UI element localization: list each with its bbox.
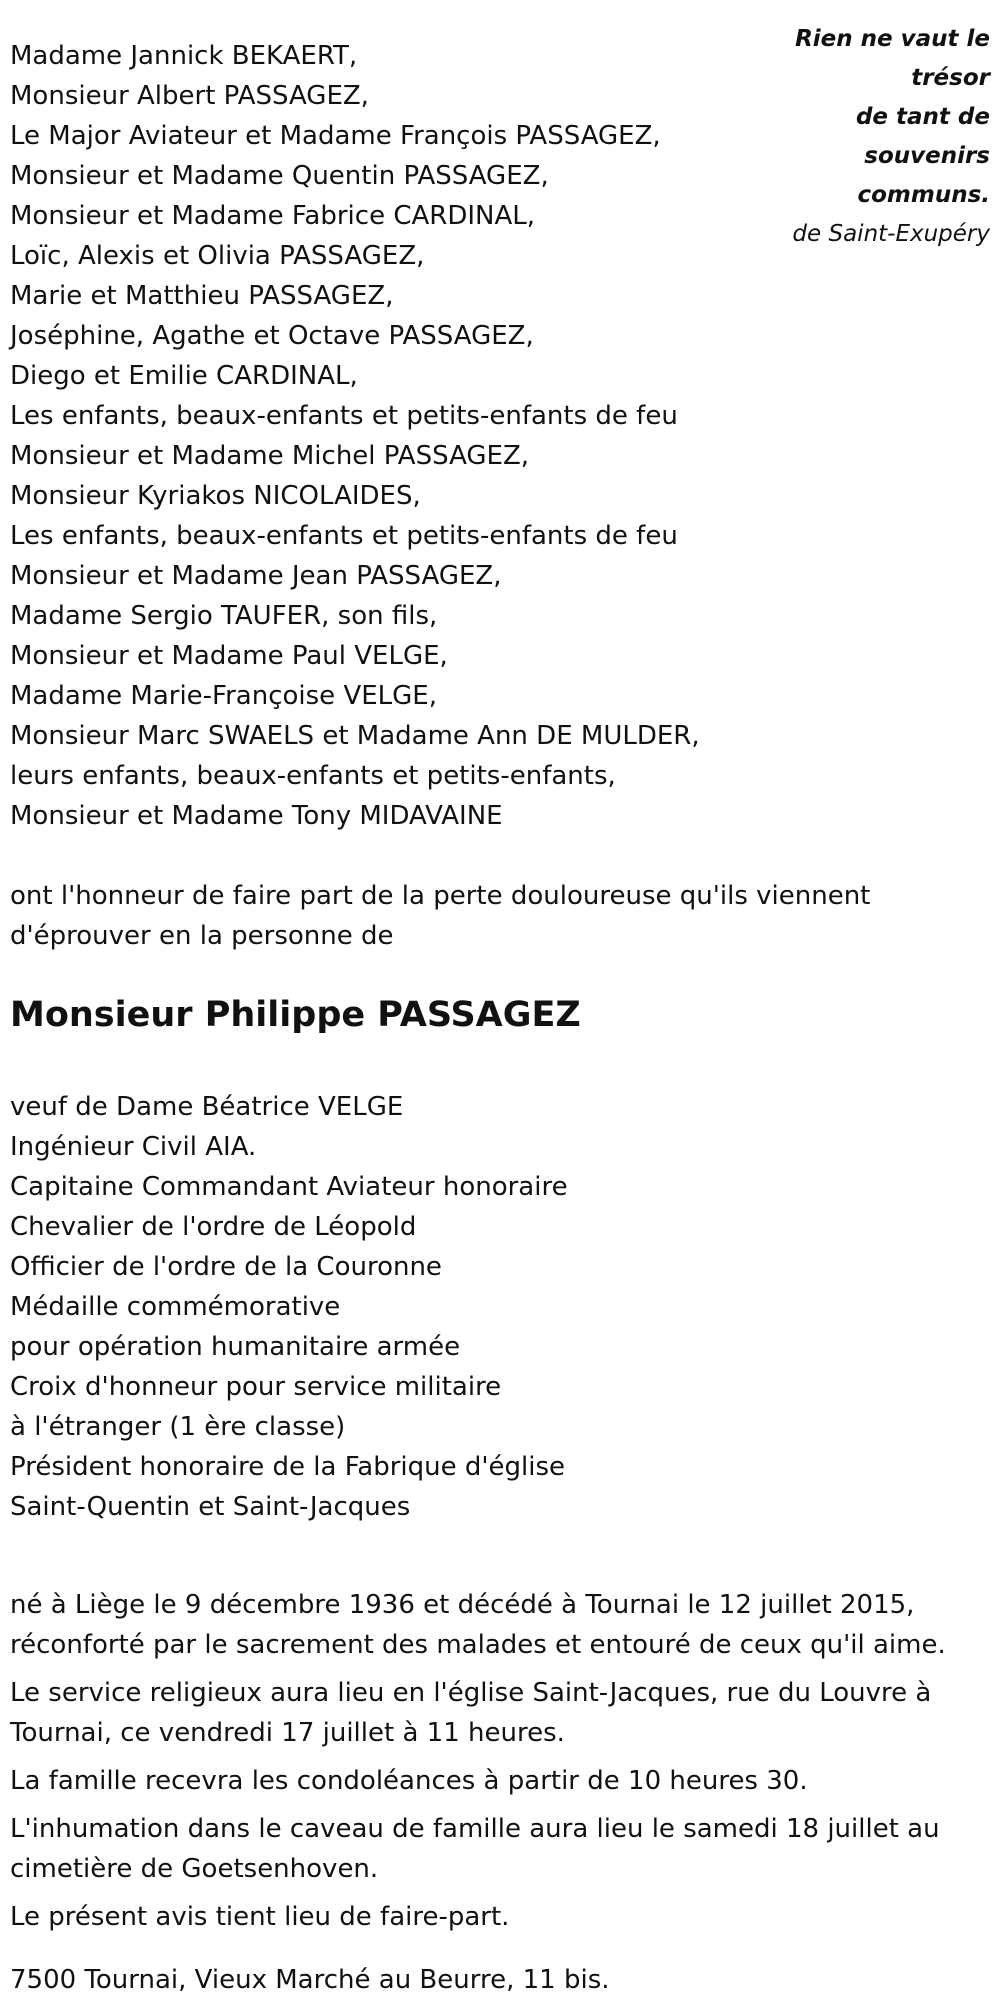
intro-line: ont l'honneur de faire part de la perte douloureuse qu'ils viennent	[10, 881, 871, 911]
quote-line: de tant de	[855, 104, 990, 130]
family-member: Monsieur Kyriakos NICOLAIDES,	[10, 481, 421, 511]
deceased-name: Monsieur Philippe PASSAGEZ	[10, 995, 581, 1035]
title-line: à l'étranger (1 ère classe)	[10, 1412, 346, 1442]
title-line: veuf de Dame Béatrice VELGE	[10, 1092, 404, 1122]
family-list	[10, 36, 700, 836]
title-line: Croix d'honneur pour service militaire	[10, 1372, 502, 1402]
titles-list	[10, 1087, 568, 1527]
title-line: Saint-Quentin et Saint-Jacques	[10, 1492, 411, 1522]
family-member: Monsieur Marc SWAELS et Madame Ann DE MULDER,	[10, 721, 700, 751]
quote-line: souvenirs	[864, 143, 990, 169]
family-member: Madame Jannick BEKAERT,	[10, 41, 358, 71]
quote-line: communs.	[857, 182, 990, 208]
title-line: Chevalier de l'ordre de Léopold	[10, 1212, 417, 1242]
service-details	[10, 1585, 990, 1945]
announcement-intro	[10, 876, 870, 956]
title-line: Officier de l'ordre de la Couronne	[10, 1252, 442, 1282]
family-member: Madame Sergio TAUFER, son fils,	[10, 601, 438, 631]
address: 7500 Tournai, Vieux Marché au Beurre, 11 bis.	[10, 1965, 610, 1995]
quote-author: de Saint-Exupéry	[792, 221, 990, 247]
family-member: Les enfants, beaux-enfants et petits-enfants de feu	[10, 401, 678, 431]
family-member: leurs enfants, beaux-enfants et petits-enfants,	[10, 761, 616, 791]
family-member: Madame Marie-Françoise VELGE,	[10, 681, 437, 711]
family-member: Monsieur et Madame Jean PASSAGEZ,	[10, 561, 502, 591]
title-line: Capitaine Commandant Aviateur honoraire	[10, 1172, 568, 1202]
title-line: pour opération humanitaire armée	[10, 1332, 461, 1362]
title-line: Ingénieur Civil AIA.	[10, 1132, 257, 1162]
title-line: Médaille commémorative	[10, 1292, 341, 1322]
details-paragraph: La famille recevra les condoléances à partir de 10 heures 30.	[10, 1766, 808, 1796]
family-member: Marie et Matthieu PASSAGEZ,	[10, 281, 394, 311]
family-member: Le Major Aviateur et Madame François PASSAGEZ,	[10, 121, 661, 151]
family-member: Monsieur et Madame Paul VELGE,	[10, 641, 448, 671]
family-member: Diego et Emilie CARDINAL,	[10, 361, 358, 391]
family-member: Loïc, Alexis et Olivia PASSAGEZ,	[10, 241, 425, 271]
intro-line: d'éprouver en la personne de	[10, 921, 394, 951]
details-paragraph: Le service religieux aura lieu en l'église Saint-Jacques, rue du Louvre à Tournai, ce vendredi 17 juillet à 11 heures.	[10, 1678, 932, 1748]
details-paragraph: L'inhumation dans le caveau de famille aura lieu le samedi 18 juillet au cimetière de Goetsenhoven.	[10, 1814, 940, 1884]
family-member: Monsieur et Madame Tony MIDAVAINE	[10, 801, 503, 831]
details-paragraph: Le présent avis tient lieu de faire-part.	[10, 1902, 510, 1932]
family-member: Joséphine, Agathe et Octave PASSAGEZ,	[10, 321, 534, 351]
epigraph-quote	[670, 20, 990, 254]
quote-line: Rien ne vaut le	[795, 26, 990, 52]
family-member: Les enfants, beaux-enfants et petits-enfants de feu	[10, 521, 678, 551]
family-member: Monsieur et Madame Michel PASSAGEZ,	[10, 441, 530, 471]
title-line: Président honoraire de la Fabrique d'église	[10, 1452, 566, 1482]
details-paragraph: né à Liège le 9 décembre 1936 et décédé à Tournai le 12 juillet 2015, réconforté par le sacrement des malades et entouré de ceux qu'il aime.	[10, 1590, 946, 1660]
family-member: Monsieur et Madame Fabrice CARDINAL,	[10, 201, 536, 231]
family-member: Monsieur et Madame Quentin PASSAGEZ,	[10, 161, 549, 191]
quote-line: trésor	[911, 65, 990, 91]
family-member: Monsieur Albert PASSAGEZ,	[10, 81, 369, 111]
